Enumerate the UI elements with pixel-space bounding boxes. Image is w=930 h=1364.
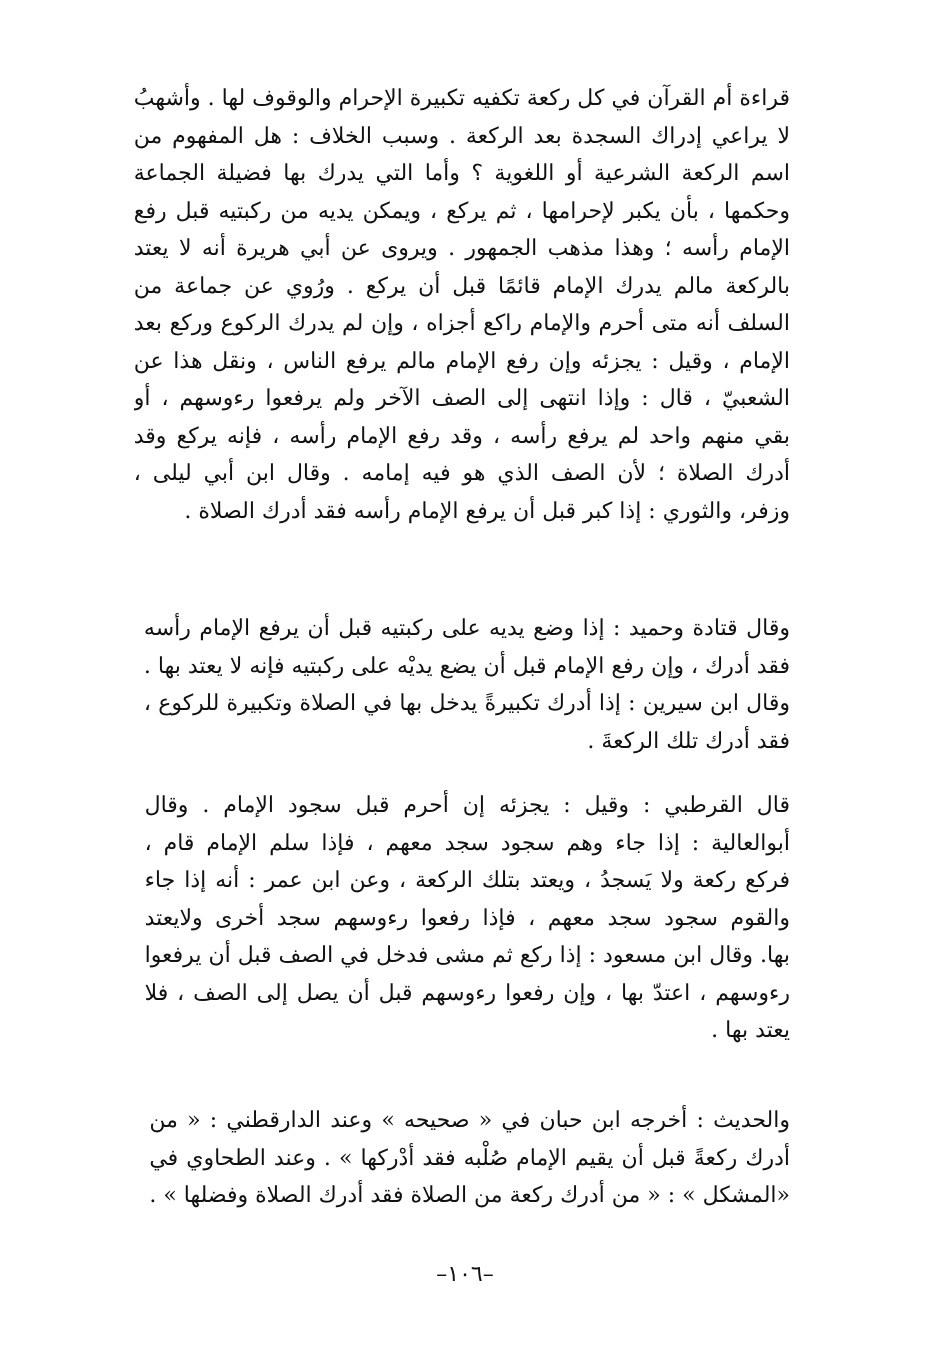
text-line: والحديث : أخرجه ابن حبان في « صحيحه » وعند الدارقطني : « من [149,1108,790,1133]
paragraph-1 [134,80,790,530]
text-line: الشعبيّ ، قال : وإذا انتهى إلى الصف الآخر ولم يرفعوا رءوسهم ، أو [133,386,790,411]
text-line: الإمام رأسه ؛ وهذا مذهب الجمهور . ويروى عن أبي هريرة أنه لا يعتد [133,236,790,261]
text-line: فقد أدرك ، وإن رفع الإمام قبل أن يضع يديْه على ركبتيه فإنه لا يعتد بها . [143,653,790,679]
text-line: قال القرطبي : وقيل : يجزئه إن أحرم قبل سجود الإمام . وقال [144,793,790,818]
text-line: رءوسهم ، اعتدّ بها ، وإن رفعوا رءوسهم قبل أن يصل إلى الصف ، فلا [144,980,790,1006]
text-line: اسم الركعة الشرعية أو اللغوية ؟ وأما التي يدرك بها فضيلة الجماعة [133,161,790,186]
text-line: فقد أدرك تلك الركعةَ . [587,728,790,754]
text-line: وحكمها ، بأن يكبر لإحرامها ، ثم يركع ، ويمكن يديه من ركبتيه قبل رفع [133,198,790,224]
page-number: –١٠٦– [436,1262,494,1287]
text-line: «المشكل » : « من أدرك ركعة من الصلاة فقد أدرك الصلاة وفضلها » . [149,1183,790,1208]
text-line: بقي منهم واحد لم يرفع رأسه ، وقد رفع الإمام رأسه ، فإنه يركع وقد [133,423,790,449]
text-line: وقال قتادة وحميد : إذا وضع يديه على ركبتيه قبل أن يرفع الإمام رأسه [143,616,790,641]
text-line: يعتد بها . [711,1018,790,1043]
text-line: الإمام ، وقيل : يجزئه وإن رفع الإمام مالم يرفع الناس ، ونقل هذا عن [133,348,790,374]
text-line: وقال ابن سيرين : إذا أدرك تكبيرةً يدخل بها في الصلاة وتكبيرة للركوع ، [143,691,790,716]
paragraph-4 [149,1102,790,1215]
text-line: بالركعة مالم يدرك الإمام قائمًا قبل أن يركع . ورُوي عن جماعة من [133,273,790,299]
paragraph-3 [145,787,790,1050]
text-line: قراءة أم القرآن في كل ركعة تكفيه تكبيرة الإحرام والوقوف لها . وأشهبُ [133,86,790,111]
text-line: بها. وقال ابن مسعود : إذا ركع ثم مشى فدخل في الصف قبل أن يرفعوا [144,943,790,968]
text-line: أدرك الصلاة ؛ لأن الصف الذي هو فيه إمامه . وقال ابن أبي ليلى ، [133,461,790,486]
text-line: فركع ركعة ولا يَسجدُ ، ويعتد بتلك الركعة ، وعن ابن عمر : أنه إذا جاء [144,868,790,893]
paragraph-2 [144,610,790,760]
text-line: وزفر، والثوري : إذا كبر قبل أن يرفع الإمام رأسه فقد أدرك الصلاة . [184,498,790,524]
text-line: لا يراعي إدراك السجدة بعد الركعة . وسبب الخلاف : هل المفهوم من [133,123,790,149]
text-line: أدرك ركعةً قبل أن يقيم الإمام صُلْبه فقد أدْركها » . وعند الطحاوي في [149,1145,790,1171]
text-line: السلف أنه متى أحرم والإمام راكع أجزاه ، وإن لم يدرك الركوع وركع بعد [133,311,790,336]
text-line: والقوم سجود سجد معهم ، فإذا رفعوا رءوسهم سجد أخرى ولايعتد [144,905,790,931]
text-line: أبوالعالية : إذا جاء وهم سجود سجد معهم ، فإذا سلم الإمام قام ، [144,830,790,856]
